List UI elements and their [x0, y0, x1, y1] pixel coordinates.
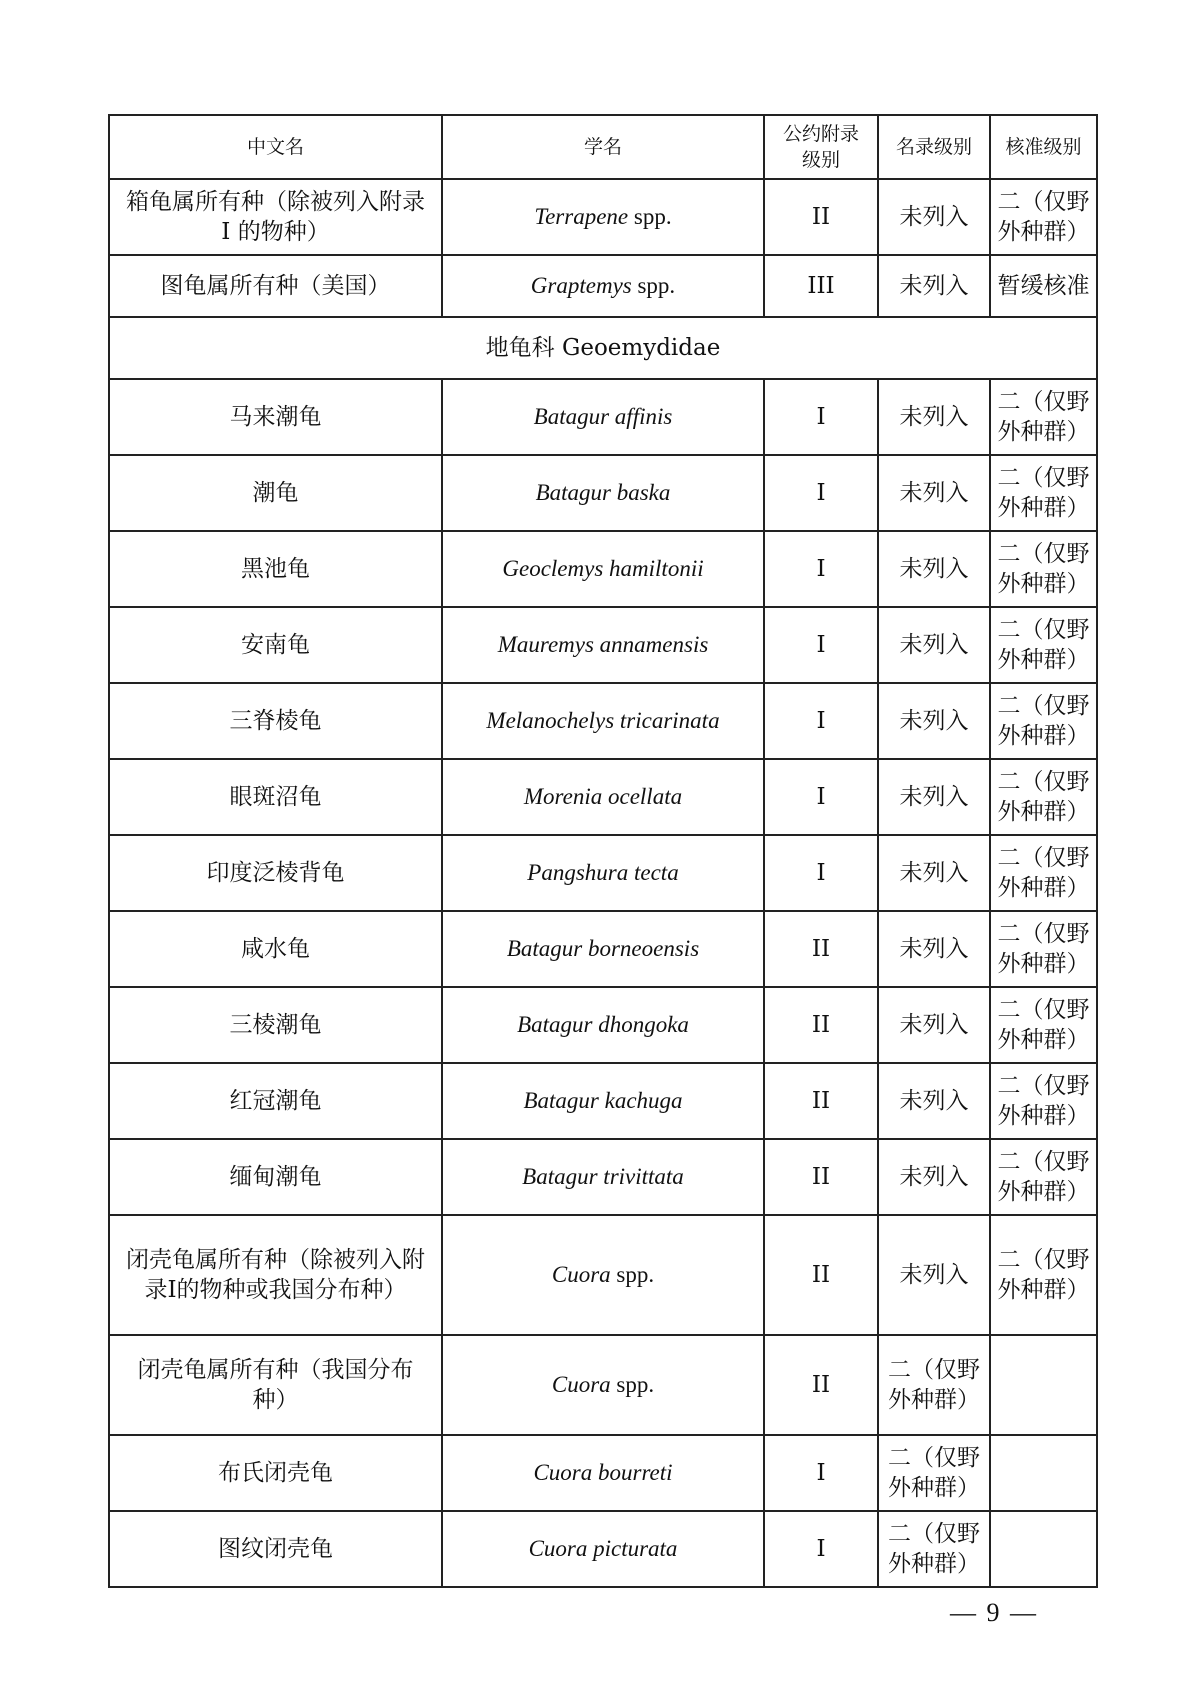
- cell-approval-level: 二（仅野外种群）: [990, 683, 1097, 759]
- table-row: [109, 179, 1097, 255]
- cell-chinese-name: 马来潮龟: [109, 379, 442, 455]
- cell-scientific-name: [442, 255, 764, 317]
- header-row: [109, 115, 1097, 179]
- table-row: [109, 1435, 1097, 1511]
- cell-list-level: 未列入: [878, 1139, 990, 1215]
- cell-chinese-name: 图纹闭壳龟: [109, 1511, 442, 1587]
- cell-approval-level: 二（仅野外种群）: [990, 987, 1097, 1063]
- cell-chinese-name: 三脊棱龟: [109, 683, 442, 759]
- cell-approval-level: 二（仅野外种群）: [990, 1215, 1097, 1335]
- scientific-name-italic: Cuora: [551, 1372, 611, 1397]
- table-row: [109, 1215, 1097, 1335]
- cell-scientific-name: [442, 455, 764, 531]
- scientific-name-italic: Cuora bourreti: [533, 1460, 673, 1485]
- cell-chinese-name: 潮龟: [109, 455, 442, 531]
- cell-list-level: 未列入: [878, 531, 990, 607]
- cell-approval-level: [990, 1335, 1097, 1435]
- cell-chinese-name: 安南龟: [109, 607, 442, 683]
- cell-list-level: 未列入: [878, 379, 990, 455]
- species-table: [108, 114, 1098, 1588]
- cell-approval-level: 二（仅野外种群）: [990, 179, 1097, 255]
- cell-scientific-name: [442, 987, 764, 1063]
- header-chinese-name: 中文名: [109, 115, 442, 179]
- cell-approval-level: 二（仅野外种群）: [990, 379, 1097, 455]
- header-approval-level: 核准级别: [990, 115, 1097, 179]
- cell-chinese-name: 闭壳龟属所有种（除被列入附录I的物种或我国分布种）: [109, 1215, 442, 1335]
- cell-appendix: I: [764, 607, 878, 683]
- cell-scientific-name: [442, 1139, 764, 1215]
- scientific-name-italic: Batagur baska: [535, 480, 671, 505]
- cell-approval-level: 二（仅野外种群）: [990, 455, 1097, 531]
- cell-scientific-name: [442, 759, 764, 835]
- cell-chinese-name: 三棱潮龟: [109, 987, 442, 1063]
- table-row: [109, 759, 1097, 835]
- cell-list-level: 未列入: [878, 683, 990, 759]
- table-row: [109, 531, 1097, 607]
- scientific-name-suffix: spp.: [631, 273, 676, 298]
- scientific-name-italic: Pangshura tecta: [527, 860, 679, 885]
- cell-appendix: II: [764, 987, 878, 1063]
- scientific-name-italic: Batagur borneoensis: [506, 936, 700, 961]
- scientific-name-italic: Morenia ocellata: [523, 784, 683, 809]
- cell-chinese-name: 红冠潮龟: [109, 1063, 442, 1139]
- header-appendix: 公约附录级别: [764, 115, 878, 179]
- cell-list-level: 二（仅野外种群）: [878, 1435, 990, 1511]
- cell-appendix: I: [764, 455, 878, 531]
- cell-scientific-name: [442, 1063, 764, 1139]
- table-row: [109, 455, 1097, 531]
- header-list-level: 名录级别: [878, 115, 990, 179]
- page-number: — 9 —: [950, 1598, 1038, 1627]
- table-row: [109, 911, 1097, 987]
- cell-appendix: I: [764, 835, 878, 911]
- table-row: [109, 1139, 1097, 1215]
- cell-chinese-name: 图龟属所有种（美国）: [109, 255, 442, 317]
- cell-appendix: II: [764, 1139, 878, 1215]
- table-row: [109, 835, 1097, 911]
- cell-appendix: I: [764, 1511, 878, 1587]
- cell-chinese-name: 印度泛棱背龟: [109, 835, 442, 911]
- cell-list-level: 未列入: [878, 607, 990, 683]
- cell-appendix: I: [764, 379, 878, 455]
- scientific-name-italic: Melanochelys tricarinata: [486, 708, 720, 733]
- cell-list-level: 未列入: [878, 455, 990, 531]
- cell-appendix: I: [764, 1435, 878, 1511]
- scientific-name-italic: Cuora picturata: [528, 1536, 678, 1561]
- table-row: [109, 379, 1097, 455]
- cell-chinese-name: 闭壳龟属所有种（我国分布种）: [109, 1335, 442, 1435]
- scientific-name-italic: Batagur kachuga: [523, 1088, 683, 1113]
- cell-approval-level: 二（仅野外种群）: [990, 1139, 1097, 1215]
- cell-approval-level: 二（仅野外种群）: [990, 835, 1097, 911]
- cell-chinese-name: 咸水龟: [109, 911, 442, 987]
- cell-chinese-name: 布氏闭壳龟: [109, 1435, 442, 1511]
- cell-approval-level: 暂缓核准: [990, 255, 1097, 317]
- cell-scientific-name: [442, 1215, 764, 1335]
- cell-appendix: III: [764, 255, 878, 317]
- cell-appendix: II: [764, 179, 878, 255]
- scientific-name-suffix: spp.: [610, 1262, 655, 1287]
- scientific-name-italic: Mauremys annamensis: [497, 632, 709, 657]
- cell-list-level: 二（仅野外种群）: [878, 1511, 990, 1587]
- scientific-name-italic: Geoclemys hamiltonii: [502, 556, 704, 581]
- cell-scientific-name: [442, 179, 764, 255]
- cell-list-level: 未列入: [878, 835, 990, 911]
- cell-list-level: 未列入: [878, 255, 990, 317]
- cell-list-level: 未列入: [878, 911, 990, 987]
- scientific-name-suffix: spp.: [628, 204, 672, 229]
- cell-appendix: II: [764, 1335, 878, 1435]
- table-row: [109, 987, 1097, 1063]
- scientific-name-italic: Graptemys: [530, 273, 632, 298]
- family-label: 地龟科 Geoemydidae: [109, 317, 1097, 379]
- table-row: [109, 1063, 1097, 1139]
- cell-appendix: II: [764, 1215, 878, 1335]
- cell-appendix: I: [764, 683, 878, 759]
- cell-approval-level: 二（仅野外种群）: [990, 911, 1097, 987]
- table-row: [109, 255, 1097, 317]
- cell-appendix: I: [764, 759, 878, 835]
- cell-list-level: 二（仅野外种群）: [878, 1335, 990, 1435]
- family-row: [109, 317, 1097, 379]
- scientific-name-italic: Batagur dhongoka: [517, 1012, 689, 1037]
- cell-approval-level: 二（仅野外种群）: [990, 1063, 1097, 1139]
- cell-chinese-name: 缅甸潮龟: [109, 1139, 442, 1215]
- cell-scientific-name: [442, 911, 764, 987]
- cell-approval-level: 二（仅野外种群）: [990, 531, 1097, 607]
- cell-approval-level: [990, 1511, 1097, 1587]
- scientific-name-italic: Batagur trivittata: [522, 1164, 684, 1189]
- cell-chinese-name: 眼斑沼龟: [109, 759, 442, 835]
- cell-scientific-name: [442, 1435, 764, 1511]
- family-section: [109, 317, 1097, 379]
- cell-approval-level: [990, 1435, 1097, 1511]
- cell-list-level: 未列入: [878, 759, 990, 835]
- cell-scientific-name: [442, 835, 764, 911]
- cell-appendix: II: [764, 1063, 878, 1139]
- cell-list-level: 未列入: [878, 1215, 990, 1335]
- cell-list-level: 未列入: [878, 179, 990, 255]
- table-row: [109, 607, 1097, 683]
- table-row: [109, 1335, 1097, 1435]
- cell-scientific-name: [442, 683, 764, 759]
- cell-appendix: II: [764, 911, 878, 987]
- table-body-geoemydidae: [109, 379, 1097, 1587]
- cell-scientific-name: [442, 1335, 764, 1435]
- cell-chinese-name: 黑池龟: [109, 531, 442, 607]
- cell-scientific-name: [442, 607, 764, 683]
- cell-scientific-name: [442, 1511, 764, 1587]
- cell-approval-level: 二（仅野外种群）: [990, 607, 1097, 683]
- cell-scientific-name: [442, 379, 764, 455]
- cell-approval-level: 二（仅野外种群）: [990, 759, 1097, 835]
- table-row: [109, 683, 1097, 759]
- cell-list-level: 未列入: [878, 987, 990, 1063]
- table-row: [109, 1511, 1097, 1587]
- header-scientific-name: 学名: [442, 115, 764, 179]
- cell-list-level: 未列入: [878, 1063, 990, 1139]
- scientific-name-italic: Cuora: [551, 1262, 611, 1287]
- cell-appendix: I: [764, 531, 878, 607]
- cell-scientific-name: [442, 531, 764, 607]
- scientific-name-italic: Batagur affinis: [533, 404, 673, 429]
- cell-chinese-name: 箱龟属所有种（除被列入附录 I 的物种）: [109, 179, 442, 255]
- scientific-name-suffix: spp.: [610, 1372, 655, 1397]
- table-body-top: [109, 179, 1097, 317]
- scientific-name-italic: Terrapene: [534, 204, 629, 229]
